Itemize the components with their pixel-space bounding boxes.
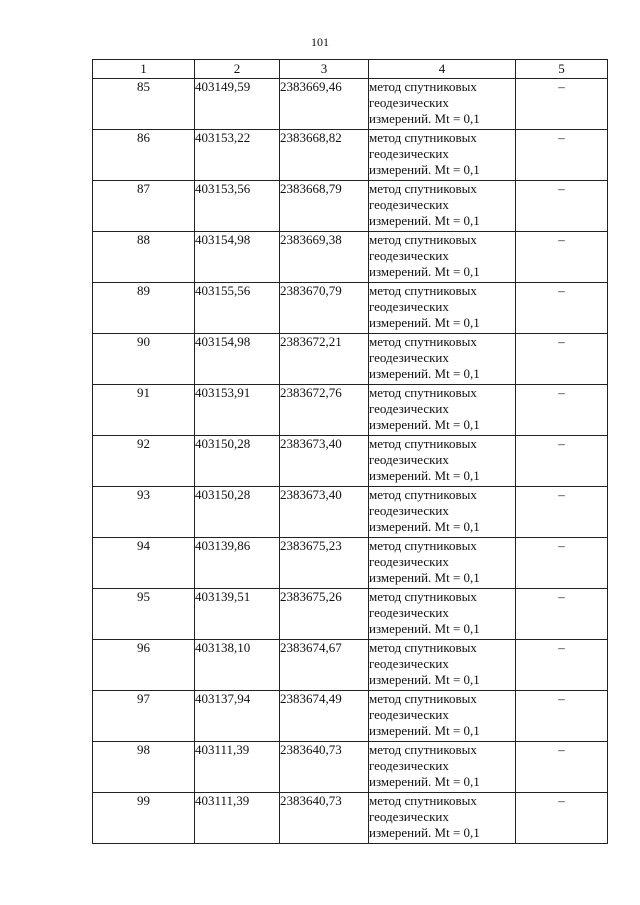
method-line: метод спутниковых [369, 640, 477, 655]
method-line: измерений. Mt = 0,1 [369, 723, 480, 738]
x-coordinate-cell: 403137,94 [195, 691, 280, 742]
method-cell [369, 181, 516, 232]
method-line: геодезических [369, 809, 449, 824]
x-coordinate-cell: 403139,86 [195, 538, 280, 589]
method-line: геодезических [369, 401, 449, 416]
point-number-cell: 99 [93, 793, 195, 844]
method-line: геодезических [369, 95, 449, 110]
method-line: геодезических [369, 554, 449, 569]
column-header-2: 2 [195, 60, 280, 79]
y-coordinate-cell: 2383670,79 [280, 283, 369, 334]
method-cell [369, 130, 516, 181]
method-cell [369, 691, 516, 742]
note-cell: – [516, 589, 608, 640]
method-cell [369, 589, 516, 640]
y-coordinate-cell: 2383674,67 [280, 640, 369, 691]
table-row [93, 385, 608, 436]
y-coordinate-cell: 2383669,38 [280, 232, 369, 283]
point-number-cell: 98 [93, 742, 195, 793]
table-row [93, 130, 608, 181]
note-cell: – [516, 793, 608, 844]
page-number: 101 [311, 35, 329, 49]
method-line: метод спутниковых [369, 538, 477, 553]
y-coordinate-cell: 2383673,40 [280, 487, 369, 538]
y-coordinate-cell: 2383640,73 [280, 793, 369, 844]
column-header-5: 5 [516, 60, 608, 79]
method-line: метод спутниковых [369, 79, 477, 94]
x-coordinate-cell: 403139,51 [195, 589, 280, 640]
table-body [93, 79, 608, 844]
method-line: измерений. Mt = 0,1 [369, 621, 480, 636]
column-header-4: 4 [369, 60, 516, 79]
method-line: метод спутниковых [369, 385, 477, 400]
method-cell [369, 79, 516, 130]
method-line: измерений. Mt = 0,1 [369, 468, 480, 483]
note-cell: – [516, 538, 608, 589]
method-cell [369, 283, 516, 334]
y-coordinate-cell: 2383675,23 [280, 538, 369, 589]
y-coordinate-cell: 2383668,79 [280, 181, 369, 232]
x-coordinate-cell: 403153,22 [195, 130, 280, 181]
method-line: измерений. Mt = 0,1 [369, 672, 480, 687]
method-line: метод спутниковых [369, 181, 477, 196]
note-cell: – [516, 487, 608, 538]
method-line: геодезических [369, 248, 449, 263]
coordinates-table [92, 59, 608, 844]
x-coordinate-cell: 403150,28 [195, 436, 280, 487]
method-line: метод спутниковых [369, 283, 477, 298]
method-line: измерений. Mt = 0,1 [369, 162, 480, 177]
point-number-cell: 97 [93, 691, 195, 742]
x-coordinate-cell: 403111,39 [195, 793, 280, 844]
method-line: геодезических [369, 146, 449, 161]
point-number-cell: 95 [93, 589, 195, 640]
method-line: метод спутниковых [369, 232, 477, 247]
point-number-cell: 96 [93, 640, 195, 691]
point-number-cell: 88 [93, 232, 195, 283]
method-cell [369, 334, 516, 385]
point-number-cell: 93 [93, 487, 195, 538]
table-header-row [93, 60, 608, 79]
method-line: измерений. Mt = 0,1 [369, 519, 480, 534]
point-number-cell: 87 [93, 181, 195, 232]
note-cell: – [516, 742, 608, 793]
note-cell: – [516, 436, 608, 487]
method-cell [369, 640, 516, 691]
method-line: геодезических [369, 452, 449, 467]
method-line: геодезических [369, 605, 449, 620]
method-line: метод спутниковых [369, 589, 477, 604]
y-coordinate-cell: 2383675,26 [280, 589, 369, 640]
y-coordinate-cell: 2383673,40 [280, 436, 369, 487]
x-coordinate-cell: 403150,28 [195, 487, 280, 538]
table-row [93, 181, 608, 232]
note-cell: – [516, 232, 608, 283]
y-coordinate-cell: 2383672,76 [280, 385, 369, 436]
x-coordinate-cell: 403154,98 [195, 334, 280, 385]
table-row [93, 487, 608, 538]
x-coordinate-cell: 403149,59 [195, 79, 280, 130]
column-header-1: 1 [93, 60, 195, 79]
table-row [93, 436, 608, 487]
note-cell: – [516, 640, 608, 691]
note-cell: – [516, 79, 608, 130]
method-line: измерений. Mt = 0,1 [369, 213, 480, 228]
x-coordinate-cell: 403154,98 [195, 232, 280, 283]
y-coordinate-cell: 2383668,82 [280, 130, 369, 181]
x-coordinate-cell: 403153,91 [195, 385, 280, 436]
y-coordinate-cell: 2383640,73 [280, 742, 369, 793]
y-coordinate-cell: 2383669,46 [280, 79, 369, 130]
table-row [93, 589, 608, 640]
note-cell: – [516, 385, 608, 436]
method-line: метод спутниковых [369, 793, 477, 808]
method-line: измерений. Mt = 0,1 [369, 264, 480, 279]
method-line: метод спутниковых [369, 130, 477, 145]
point-number-cell: 94 [93, 538, 195, 589]
point-number-cell: 92 [93, 436, 195, 487]
table-row [93, 691, 608, 742]
note-cell: – [516, 181, 608, 232]
method-line: измерений. Mt = 0,1 [369, 315, 480, 330]
method-line: измерений. Mt = 0,1 [369, 774, 480, 789]
method-line: измерений. Mt = 0,1 [369, 417, 480, 432]
method-line: геодезических [369, 197, 449, 212]
table-row [93, 640, 608, 691]
method-cell [369, 487, 516, 538]
table-row [93, 538, 608, 589]
table-row [93, 334, 608, 385]
method-line: метод спутниковых [369, 691, 477, 706]
point-number-cell: 90 [93, 334, 195, 385]
x-coordinate-cell: 403153,56 [195, 181, 280, 232]
method-line: метод спутниковых [369, 487, 477, 502]
method-line: геодезических [369, 758, 449, 773]
method-line: геодезических [369, 656, 449, 671]
table-row [93, 79, 608, 130]
method-line: измерений. Mt = 0,1 [369, 825, 480, 840]
method-cell [369, 538, 516, 589]
y-coordinate-cell: 2383674,49 [280, 691, 369, 742]
method-line: метод спутниковых [369, 742, 477, 757]
method-line: геодезических [369, 707, 449, 722]
method-cell [369, 385, 516, 436]
table-row [93, 742, 608, 793]
x-coordinate-cell: 403138,10 [195, 640, 280, 691]
table-row [93, 232, 608, 283]
method-cell [369, 436, 516, 487]
method-line: геодезических [369, 299, 449, 314]
method-cell [369, 232, 516, 283]
x-coordinate-cell: 403111,39 [195, 742, 280, 793]
table-row [93, 793, 608, 844]
point-number-cell: 86 [93, 130, 195, 181]
method-line: метод спутниковых [369, 334, 477, 349]
note-cell: – [516, 130, 608, 181]
point-number-cell: 91 [93, 385, 195, 436]
column-header-3: 3 [280, 60, 369, 79]
note-cell: – [516, 334, 608, 385]
method-line: измерений. Mt = 0,1 [369, 366, 480, 381]
method-line: измерений. Mt = 0,1 [369, 570, 480, 585]
method-line: метод спутниковых [369, 436, 477, 451]
method-line: геодезических [369, 503, 449, 518]
point-number-cell: 85 [93, 79, 195, 130]
table-row [93, 283, 608, 334]
x-coordinate-cell: 403155,56 [195, 283, 280, 334]
note-cell: – [516, 691, 608, 742]
note-cell: – [516, 283, 608, 334]
method-line: геодезических [369, 350, 449, 365]
method-cell [369, 793, 516, 844]
point-number-cell: 89 [93, 283, 195, 334]
y-coordinate-cell: 2383672,21 [280, 334, 369, 385]
method-cell [369, 742, 516, 793]
method-line: измерений. Mt = 0,1 [369, 111, 480, 126]
